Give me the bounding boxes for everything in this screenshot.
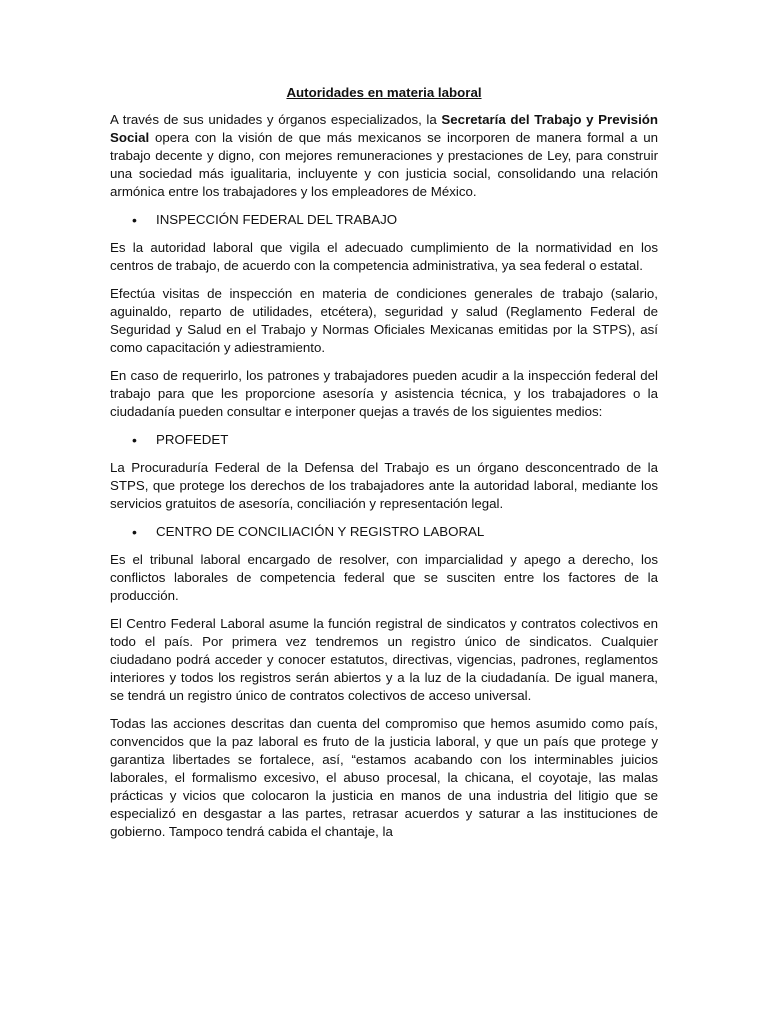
paragraph: Es el tribunal laboral encargado de resolver, con imparcialidad y apego a derecho, los conflictos laborales de competencia federal que se susciten entre los factores de la producción.	[110, 552, 658, 603]
section-heading-centro-conciliacion	[110, 523, 658, 541]
bullet-icon: •	[132, 212, 137, 228]
section-heading-text: PROFEDET	[156, 432, 229, 447]
paragraph: Todas las acciones descritas dan cuenta del compromiso que hemos asumido como país, convencidos que la paz laboral es fruto de la justicia laboral, y que un país que protege y garantiza libertades se fortalece, así, “estamos acabando con los interminables juicios laborales, el formalismo excesivo, el abuso procesal, la chicana, el coyotaje, las malas prácticas y vicios que colocaron la justicia en manos de una industria del litigio que se especializó en desgastar a las partes, retrasar acuerdos y saturar a las instituciones de gobierno. Tampoco tendrá cabida el chantaje, la	[110, 716, 658, 839]
section-heading-text: INSPECCIÓN FEDERAL DEL TRABAJO	[156, 212, 398, 227]
paragraph: El Centro Federal Laboral asume la función registral de sindicatos y contratos colectivos en todo el país. Por primera vez tendremos un registro único de sindicatos. Cualquier ciudadano podrá acceder y conocer estatutos, directivas, vigencias, padrones, reglamentos interiores y todos los registros serán abiertos y a la luz de la ciudadanía. De igual manera, se tendrá un registro único de contratos colectivos de acceso universal.	[110, 616, 658, 703]
section-heading-inspeccion	[110, 211, 658, 229]
document-page	[110, 84, 658, 851]
intro-text-start: A través de sus unidades y órganos especializados, la	[110, 112, 442, 127]
paragraph: Es la autoridad laboral que vigila el adecuado cumplimiento de la normatividad en los centros de trabajo, de acuerdo con la competencia administrativa, ya sea federal o estatal.	[110, 240, 658, 273]
paragraph: Efectúa visitas de inspección en materia de condiciones generales de trabajo (salario, aguinaldo, reparto de utilidades, etcétera), seguridad y salud (Reglamento Federal de Seguridad y Salud en el Trabajo y Normas Oficiales Mexicanas emitidas por la STPS), así como capacitación y adiestramiento.	[110, 286, 658, 355]
section-heading-text: CENTRO DE CONCILIACIÓN Y REGISTRO LABORAL	[156, 524, 485, 539]
bullet-icon: •	[132, 432, 137, 448]
section-heading-profedet	[110, 431, 658, 449]
paragraph: En caso de requerirlo, los patrones y trabajadores pueden acudir a la inspección federal del trabajo para que les proporcione asesoría y asistencia técnica, y los trabajadores o la ciudadanía pueden consultar e interponer quejas a través de los siguientes medios:	[110, 368, 658, 419]
intro-text-end: opera con la visión de que más mexicanos se incorporen de manera formal a un trabajo decente y digno, con mejores remuneraciones y prestaciones de Ley, para construir una sociedad más igualitaria, incluyente y con justicia social, consolidando una relación armónica entre los trabajadores y los empleadores de México.	[110, 130, 658, 199]
paragraph: La Procuraduría Federal de la Defensa del Trabajo es un órgano desconcentrado de la STPS, que protege los derechos de los trabajadores ante la autoridad laboral, mediante los servicios gratuitos de asesoría, conciliación y representación legal.	[110, 460, 658, 511]
intro-bold-entity: Secretaría del Trabajo y Previsión Social	[110, 112, 659, 145]
document-title: Autoridades en materia laboral	[286, 85, 482, 100]
bullet-icon: •	[132, 524, 137, 540]
intro-paragraph	[110, 111, 658, 201]
